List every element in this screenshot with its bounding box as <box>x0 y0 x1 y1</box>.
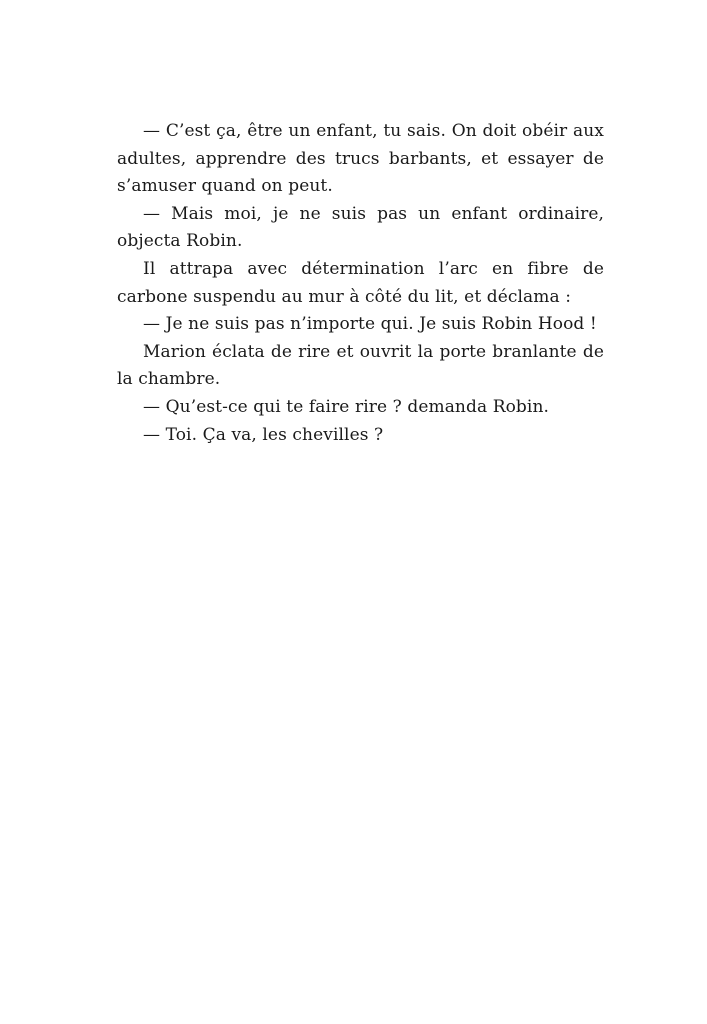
paragraph-dialogue-5: — Toi. Ça va, les chevilles ? <box>143 424 384 445</box>
paragraph-dialogue-4: — Qu’est-ce qui te faire rire ? demanda Robin. <box>143 396 550 417</box>
paragraph-narration-2: Marion éclata de rire et ouvrit la porte branlante de la chambre. <box>117 341 604 390</box>
paragraph-dialogue-3: — Je ne suis pas n’importe qui. Je suis Robin Hood ! <box>143 314 597 335</box>
paragraph-narration-1: Il attrapa avec détermination l’arc en fibre de carbone suspendu au mur à côté du lit, et déclama : <box>117 258 604 307</box>
body-text <box>117 118 604 449</box>
paragraph-dialogue-1: — C’est ça, être un enfant, tu sais. On doit obéir aux adultes, apprendre des trucs barbants, et essayer de s’amuser quand on peut. <box>117 121 604 197</box>
paragraph-dialogue-2: — Mais moi, je ne suis pas un enfant ordinaire, objecta Robin. <box>117 203 604 252</box>
